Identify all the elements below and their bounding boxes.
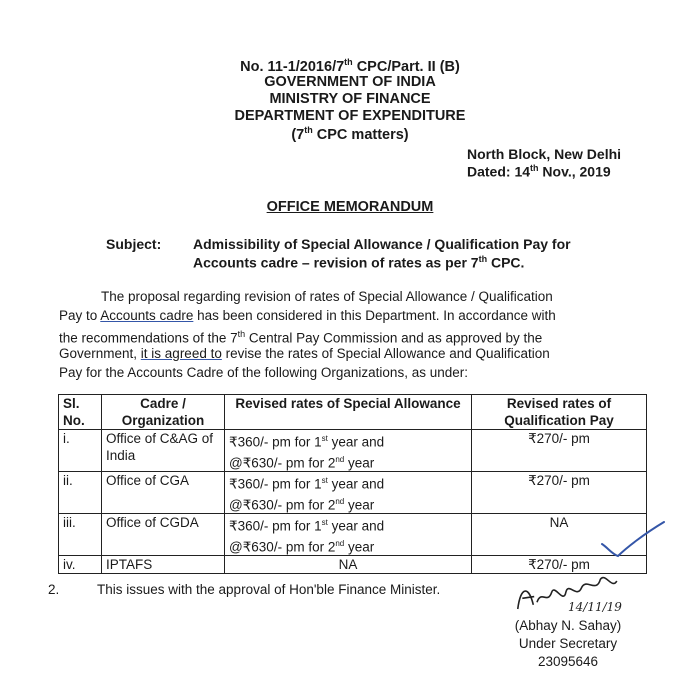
subject-label: Subject: [106, 236, 162, 252]
signature-date: 14/11/19 [568, 600, 622, 614]
subject-line-1: Admissibility of Special Allowance / Qualification Pay for [193, 236, 571, 252]
it-is-agreed-underlined: it is agreed to [140, 346, 222, 361]
cell-qualification-pay: ₹270/- pm [472, 556, 647, 574]
cell-special-allowance: ₹360/- pm for 1st year and @₹630/- pm for 2nd year [225, 514, 472, 556]
table-row [59, 514, 647, 556]
cell-sl: ii. [59, 472, 102, 514]
cell-org: IPTAFS [102, 556, 225, 574]
table-row [59, 472, 647, 514]
memo-title: OFFICE MEMORANDUM [266, 199, 434, 215]
accounts-cadre-underlined: Accounts cadre [100, 308, 194, 323]
cell-org: Office of CGA [102, 472, 225, 514]
header-organization: Cadre / Organization [102, 395, 225, 430]
cell-sl: iv. [59, 556, 102, 574]
header-sl-no: Sl. No. [59, 395, 102, 430]
cell-org: Office of CGDA [102, 514, 225, 556]
ministry-heading: MINISTRY OF FINANCE [269, 91, 431, 107]
body-line-4: Government, it is agreed to revise the rates of Special Allowance and Qualification [59, 346, 550, 361]
rates-table [58, 394, 647, 574]
department-heading: DEPARTMENT OF EXPENDITURE [234, 108, 466, 124]
header-qualification-pay: Revised rates of Qualification Pay [472, 395, 647, 430]
signatory-phone: 23095646 [537, 654, 599, 669]
body-line-5: Pay for the Accounts Cadre of the following Organizations, as under: [59, 365, 468, 380]
cell-qualification-pay: ₹270/- pm [472, 430, 647, 472]
subject-line-2: Accounts cadre – revision of rates as per 7th CPC. [193, 254, 525, 271]
place: North Block, New Delhi [467, 146, 622, 162]
checkmark-icon [596, 518, 668, 560]
cell-qualification-pay: NA [472, 514, 647, 556]
cell-qualification-pay: ₹270/- pm [472, 472, 647, 514]
cell-sl: i. [59, 430, 102, 472]
reference-number: No. 11-1/2016/7th CPC/Part. II (B) [240, 57, 460, 75]
header-special-allowance: Revised rates of Special Allowance [225, 395, 472, 430]
cell-special-allowance: ₹360/- pm for 1st year and @₹630/- pm for 2nd year [225, 472, 472, 514]
cell-sl: iii. [59, 514, 102, 556]
signatory-designation: Under Secretary [518, 636, 618, 651]
closing-text: This issues with the approval of Hon'ble Finance Minister. [97, 582, 441, 597]
closing-number: 2. [48, 582, 60, 597]
table-row [59, 430, 647, 472]
table-row [59, 556, 647, 574]
cell-org: Office of C&AG of India [102, 430, 225, 472]
body-line-3: the recommendations of the 7th Central Pay Commission and as approved by the [59, 329, 543, 346]
cell-special-allowance: ₹360/- pm for 1st year and @₹630/- pm for 2nd year [225, 430, 472, 472]
government-heading: GOVERNMENT OF INDIA [264, 74, 436, 90]
cell-special-allowance: NA [225, 556, 472, 574]
body-line-1: The proposal regarding revision of rates of Special Allowance / Qualification [101, 289, 553, 304]
table-header-row [59, 395, 647, 430]
signatory-name: (Abhay N. Sahay) [514, 618, 622, 633]
cpc-matters-heading: (7th CPC matters) [291, 125, 409, 143]
date: Dated: 14th Nov., 2019 [467, 163, 611, 180]
body-line-2: Pay to Accounts cadre has been considered in this Department. In accordance with [59, 308, 556, 323]
